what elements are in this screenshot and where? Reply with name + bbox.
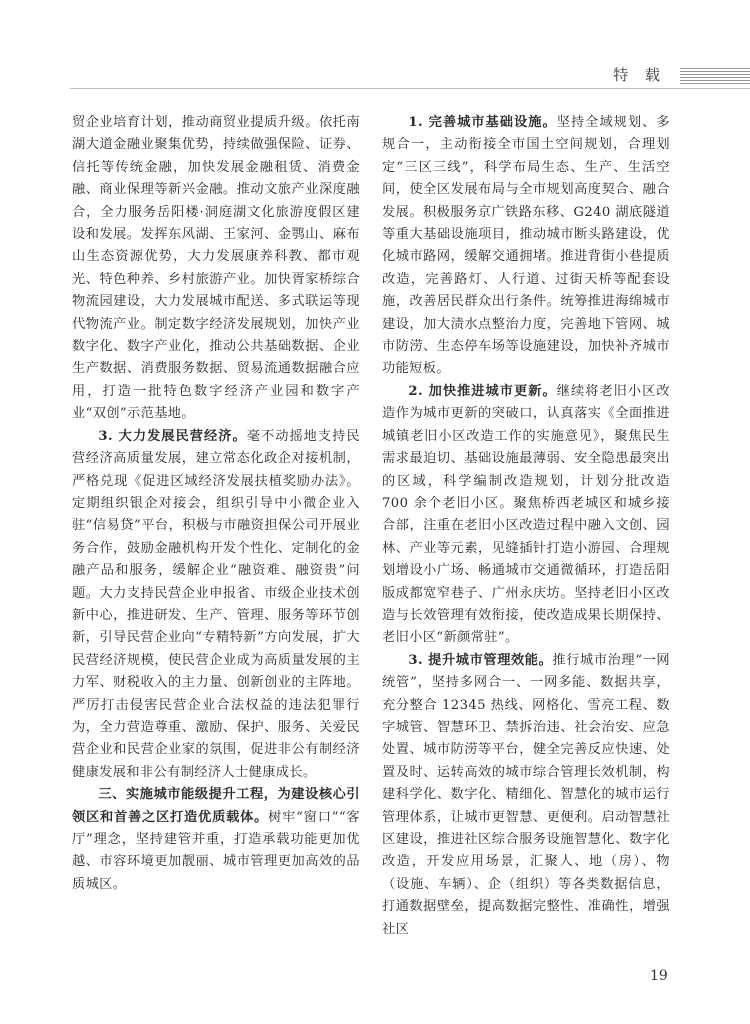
paragraph-body: 坚持全域规划、多规合一，主动衔接全市国土空间规划，合理划定“三区三线”，科学布局生态、生产、生活空间，使全区发展布局与全市规划高度契合、融合发展。积极服务京广铁路东移、G240 湖底隧道等重大基础设施项目，推动城市断头路建设，优化城市路网，缓解交通拥堵。推进背街小巷提质改造，完善路灯、人行道、过街天桥等配套设施，改善居民群众出行条件。统筹推进海绵城市建设，加大渍水点整治力度，完善地下管网、城市防涝、生态停车场等设施建设，加快补齐城市功能短板。 [382,115,670,377]
paragraph-body: 毫不动摇地支持民营经济高质量发展，建立常态化政企对接机制，严格兑现《促进区域经济发展扶植奖励办法》。定期组织银企对接会，组织引导中小微企业入驻“信易贷”平台，积极与市融资担保公司开展业务合作，鼓励金融机构开发个性化、定制化的金融产品和服务，缓解企业“融资难、融资贵”问题。大力支持民营企业申报省、市级企业技术创新中心，推进研发、生产、管理、服务等环节创新，引导民营企业向“专精特新”方向发展，扩大民营经济规模，使民营企业成为高质量发展的主力军、财税收入的主力量、创新创业的主阵地。严厉打击侵害民营企业合法权益的违法犯罪行为，全力营造尊重、激励、保护、服务、关爱民营企业和民营企业家的氛围，促进非公有制经济健康发展和非公有制经济人士健康成长。 [72,428,360,780]
header-rule [70,88,750,89]
paragraph-heading: 2. 加快推进城市更新。 [408,383,557,399]
paragraph-heading: 3. 大力发展民营经济。 [98,428,247,444]
page-number: 19 [650,968,668,984]
paragraph-private-economy [72,426,360,785]
section-title: 特 载 [613,66,666,84]
page-header [0,66,750,86]
paragraph-city-management [382,650,670,941]
paragraph-body: 树牢“窗口”“客厅”理念，坚持建管并重，打造承载功能更加优越、市容环境更加靓丽、城市管理更加高效的品质城区。 [72,809,360,892]
paragraph-commerce: 贸企业培育计划，推动商贸业提质升级。依托南湖大道金融业聚集优势，持续做强保险、证券、信托等传统金融，加快发展金融租赁、消费金融、商业保理等新兴金融。推动文旅产业深度融合，全力服务岳阳楼·洞庭湖文化旅游度假区建设和发展。发挥东风湖、王家河、金鹗山、麻布山生态资源优势，大力发展康养科教、都市观光、特色种养、乡村旅游产业。加快胥家桥综合物流园建设，大力发展城市配送、多式联运等现代物流产业。制定数字经济发展规划，加快产业数字化、数字产业化，推动公共基础数据、企业生产数据、消费服务数据、贸易流通数据融合应用，打造一批特色数字经济产业园和数字产业“双创”示范基地。 [72,115,360,422]
paragraph-body: 推行城市治理“一网统管”，坚持多网合一、一网多能、数据共享，充分整合 12345 热线、网格化、雪亮工程、数字城管、智慧环卫、禁拆治违、社会治安、应急处置、城市防涝等平台，健全完善反应快速、处置及时、运转高效的城市综合管理长效机制，构建科学化、数字化、精细化、智慧化的城市运行管理体系，让城市更智慧、更便利。启动智慧社区建设，推进社区综合服务设施智慧化、数字化改造，开发应用场景，汇聚人、地（房）、物（设施、车辆）、企（组织）等各类数据信息，打通数据壁垒，提高数据完整性、准确性，增强社区 [382,652,670,937]
paragraph-heading: 1. 完善城市基础设施。 [408,115,557,130]
paragraph-body: 继续将老旧小区改造作为城市更新的突破口，认真落实《全面推进城镇老旧小区改造工作的实施意见》，聚焦民生需求最迫切、基础设施最薄弱、安全隐患最突出的区域，科学编制改造规划，计划分批改造 700 余个老旧小区。聚焦桥西老城区和城乡接合部，注重在老旧小区改造过程中融入文创、园林、产业等元素，见缝插针打造小游园、合理规划增设小广场、畅通城市交通微循环，打造岳阳版成都宽窄巷子、广州永庆坊。坚持老旧小区改造与长效管理有效衔接，使改造成果长期保持、老旧小区“新颜常驻”。 [382,383,670,646]
paragraph-city-upgrade [72,784,360,896]
paragraph-infrastructure [382,112,670,381]
paragraph-urban-renewal [382,381,670,650]
paragraph-heading: 3. 提升城市管理效能。 [408,652,553,668]
header-decoration-lines [680,68,750,84]
section-heading: 三、实施城市能级提升工程，为建设核心引领区和首善之区打造优质载体。 [72,787,360,825]
left-column [72,112,360,896]
right-column [382,112,670,941]
